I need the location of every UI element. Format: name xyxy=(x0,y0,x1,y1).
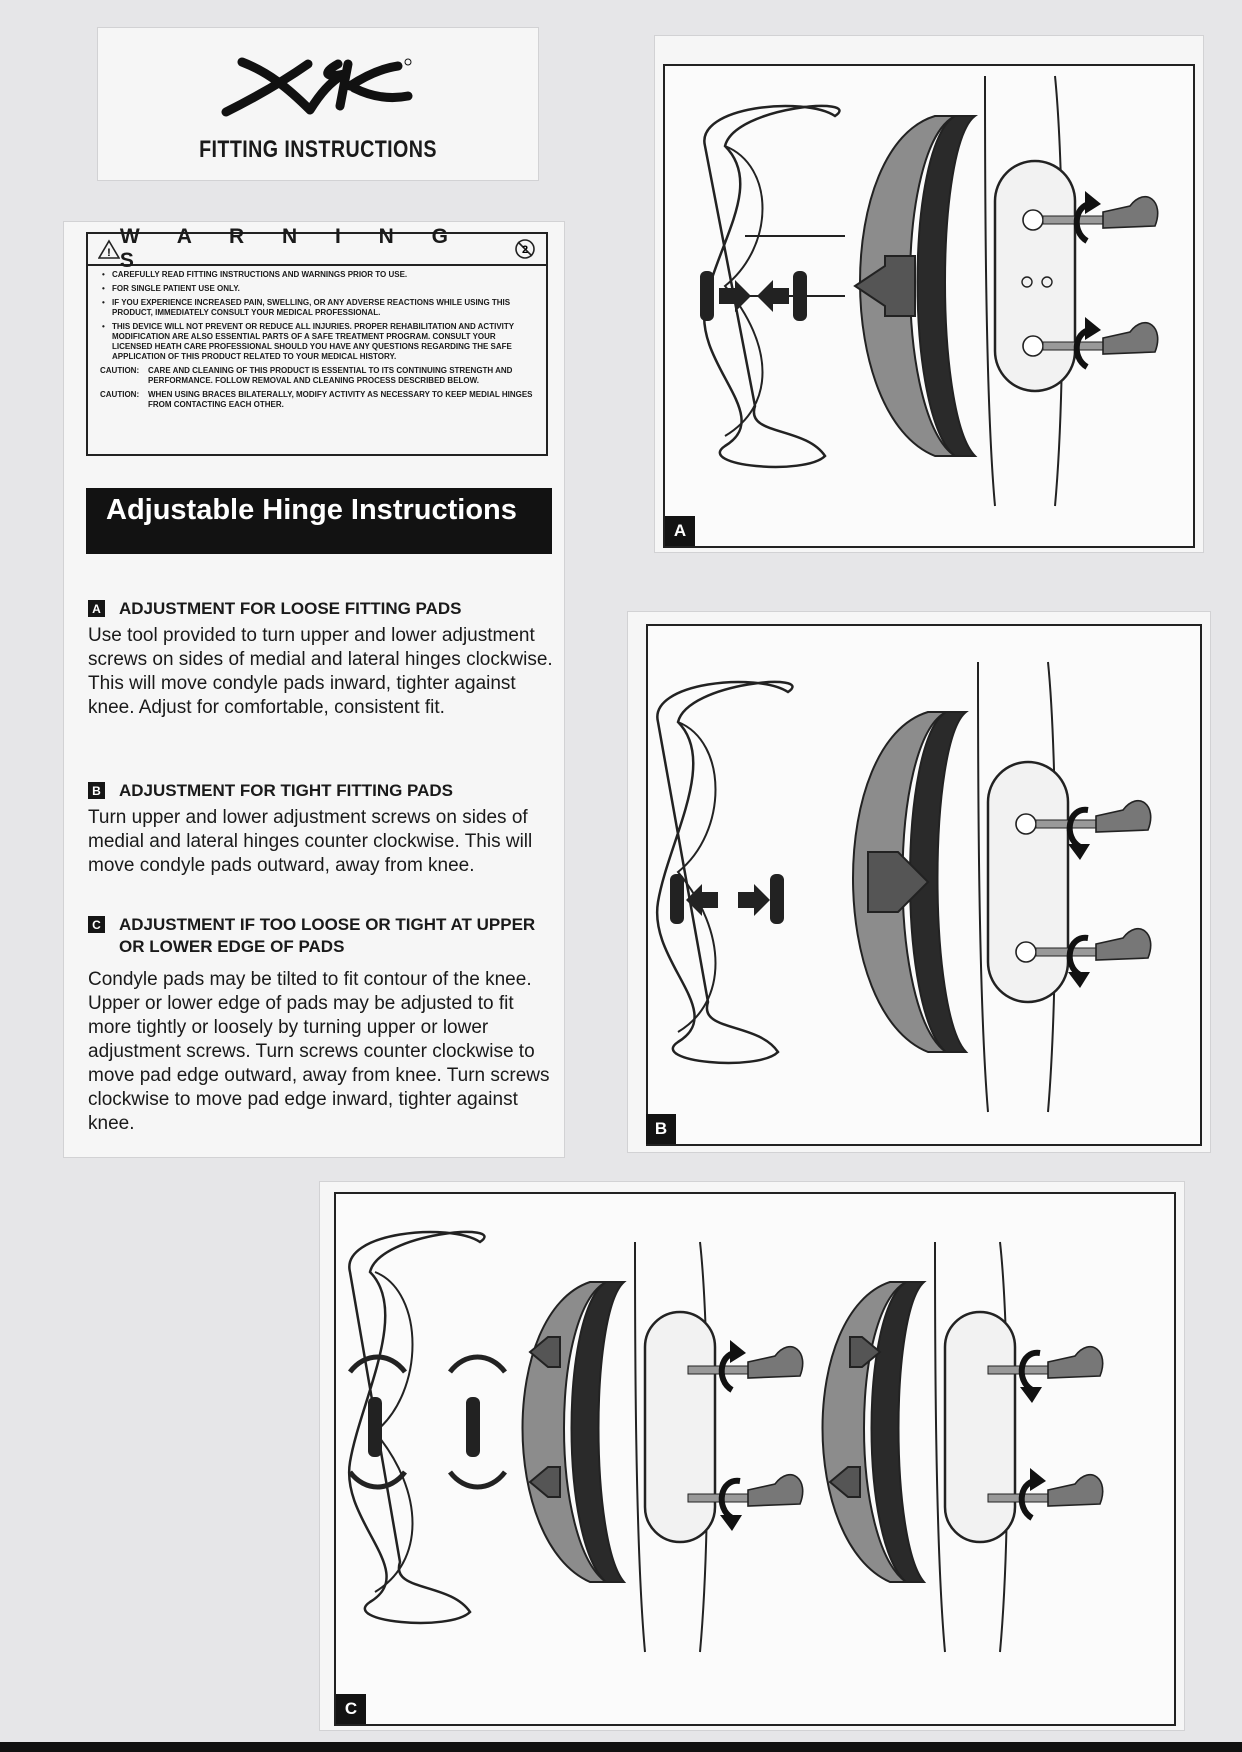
figure-a-label: A xyxy=(665,516,695,546)
arrow-inward-icon xyxy=(757,280,789,312)
adjustment-screw-icon xyxy=(688,1494,748,1502)
tool-icon xyxy=(1096,929,1151,960)
figure-a-card xyxy=(655,36,1203,552)
tool-icon xyxy=(1103,197,1158,228)
adjustment-screw-icon xyxy=(1036,820,1096,828)
section-heading: ADJUSTMENT FOR TIGHT FITTING PADS xyxy=(119,781,454,800)
adjustment-screw-icon xyxy=(988,1494,1048,1502)
arrow-outward-icon xyxy=(738,884,770,916)
figure-a-illustration xyxy=(655,36,1203,552)
figure-b-illustration xyxy=(628,612,1210,1152)
adjustment-screw-icon xyxy=(1043,342,1103,350)
section-badge: C xyxy=(88,916,105,933)
tilt-arrow-icon xyxy=(450,1472,505,1487)
tool-icon xyxy=(1048,1475,1103,1506)
section-heading: ADJUSTMENT IF TOO LOOSE OR TIGHT AT UPPER OR LOWER EDGE OF PADS xyxy=(119,915,536,956)
figure-b-card xyxy=(628,612,1210,1152)
warning-item: • IF YOU EXPERIENCE INCREASED PAIN, SWELLING, OR ANY ADVERSE REACTIONS WHILE USING THIS PRODUCT, IMMEDIATELY CONSULT YOUR MEDICAL PROFESSIONAL. xyxy=(102,298,538,318)
instructions-card xyxy=(64,222,564,1157)
warnings-header xyxy=(88,225,546,272)
tilt-arrow-icon xyxy=(450,1357,505,1372)
tool-icon xyxy=(1096,801,1151,832)
adjustment-screw-icon xyxy=(688,1366,748,1374)
figure-b-label: B xyxy=(646,1114,676,1144)
caution-label: CAUTION: xyxy=(100,366,140,375)
adjustment-screw-icon xyxy=(988,1366,1048,1374)
logo-card xyxy=(98,28,538,180)
warnings-title: W A R N I N G S xyxy=(119,225,465,272)
warnings-list xyxy=(88,270,546,362)
warning-item: • CAREFULLY READ FITTING INSTRUCTIONS AND WARNINGS PRIOR TO USE. xyxy=(102,270,538,280)
tool-icon xyxy=(1103,323,1158,354)
section-body: Use tool provided to turn upper and lower adjustment screws on sides of medial and lateral hinges clockwise. This will move condyle pads inward, tighter against knee. Adjust for comfortable, consistent fit. xyxy=(88,625,553,718)
section-badge: A xyxy=(88,600,105,617)
section-body: Condyle pads may be tilted to fit contour of the knee. Upper or lower edge of pads may be adjusted to fit more tightly or loosely by turning upper or lower adjustment screws. Turn screws counter clockwise to move pad edge outward, away from knee. Turn screws clockwise to move pad edge inward, tighter against knee. xyxy=(88,969,550,1134)
fitting-instructions-title: FITTING INSTRUCTIONS xyxy=(199,136,437,163)
section-a xyxy=(88,598,554,720)
figure-c-illustration xyxy=(320,1182,1184,1730)
tool-icon xyxy=(1048,1347,1103,1378)
single-use-icon xyxy=(514,238,536,260)
figure-c-card xyxy=(320,1182,1184,1730)
section-b xyxy=(88,780,554,878)
adjustment-screw-icon xyxy=(1043,216,1103,224)
caution-line xyxy=(88,390,546,410)
x2k-logo xyxy=(198,34,418,124)
scan-bottom-edge xyxy=(0,1742,1242,1752)
tilt-arrow-icon xyxy=(350,1472,405,1487)
svg-text:2: 2 xyxy=(522,244,529,256)
warning-item: • FOR SINGLE PATIENT USE ONLY. xyxy=(102,284,538,294)
warnings-box xyxy=(86,225,548,456)
tool-icon xyxy=(748,1475,803,1506)
tool-icon xyxy=(748,1347,803,1378)
caution-label: CAUTION: xyxy=(100,390,140,399)
arrow-inward-icon xyxy=(719,280,751,312)
warning-item: • THIS DEVICE WILL NOT PREVENT OR REDUCE ALL INJURIES. PROPER REHABILITATION AND ACTIVITY MODIFICATION ARE ALSO ESSENTIAL PARTS OF A SAFE TREATMENT PROGRAM. CONSULT YOUR LICENSED HEATH CARE PROFESSIONAL SHOULD YOU HAVE ANY QUESTIONS REGARDING THE SAFE APPLICATION OF THIS PRODUCT RELATED TO YOUR MEDICAL HISTORY. xyxy=(102,322,538,362)
section-badge: B xyxy=(88,782,105,799)
caution-text: CARE AND CLEANING OF THIS PRODUCT IS ESSENTIAL TO ITS CONTINUING STRENGTH AND PERFORMANCE. FOLLOW REMOVAL AND CLEANING PROCESS DESCRIBED BELOW. xyxy=(148,366,513,385)
caution-text: WHEN USING BRACES BILATERALLY, MODIFY ACTIVITY AS NECESSARY TO KEEP MEDIAL HINGES FROM CONTACTING EACH OTHER. xyxy=(148,390,533,409)
warning-triangle-icon xyxy=(98,239,120,259)
section-c xyxy=(88,914,554,1136)
section-body: Turn upper and lower adjustment screws on sides of medial and lateral hinges counter clockwise. This will move condyle pads outward, away from knee. xyxy=(88,807,533,876)
section-heading: ADJUSTMENT FOR LOOSE FITTING PADS xyxy=(119,599,462,618)
figure-c-label: C xyxy=(336,1694,366,1724)
adjustment-screw-icon xyxy=(1036,948,1096,956)
svg-text:!: ! xyxy=(107,247,111,259)
caution-line xyxy=(88,366,546,386)
hinge-instructions-banner: Adjustable Hinge Instructions xyxy=(86,488,552,554)
